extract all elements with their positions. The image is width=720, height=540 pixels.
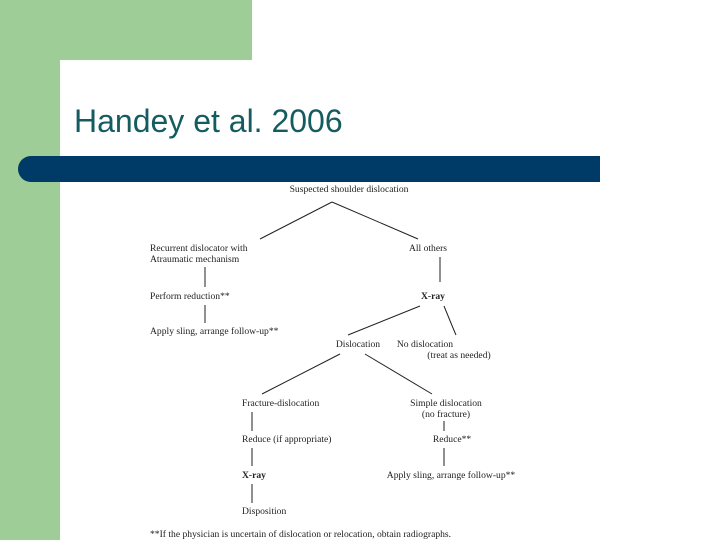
edge-root-right <box>332 202 418 239</box>
edge-xray-to-no-dislocation <box>444 306 456 335</box>
node-no-fracture: (no fracture) <box>421 409 471 420</box>
node-xray-top: X-ray <box>421 291 445 302</box>
node-reduce: Reduce** <box>432 434 472 445</box>
node-apply-sling-right: Apply sling, arrange follow-up** <box>386 470 516 481</box>
node-root: Suspected shoulder dislocation <box>289 184 409 195</box>
node-recurrent-dislocator-line1: Recurrent dislocator with <box>150 243 248 254</box>
node-simple-dislocation: Simple dislocation <box>410 398 482 409</box>
node-apply-sling-left: Apply sling, arrange follow-up** <box>150 326 279 337</box>
edge-xray-to-dislocation <box>348 306 420 335</box>
node-xray-bottom: X-ray <box>242 470 266 481</box>
edge-dislocation-to-fracture <box>262 354 340 394</box>
node-no-dislocation: No dislocation <box>396 339 454 350</box>
node-disposition: Disposition <box>242 506 287 517</box>
node-all-others: All others <box>408 243 448 254</box>
edge-dislocation-to-simple <box>365 354 432 394</box>
edge-root-left <box>260 202 332 239</box>
node-perform-reduction: Perform reduction** <box>150 291 230 302</box>
node-dislocation: Dislocation <box>335 339 381 350</box>
footnote: **If the physician is uncertain of dislocation or relocation, obtain radiographs. <box>150 529 452 540</box>
node-recurrent-dislocator-line2: Atraumatic mechanism <box>150 254 240 265</box>
node-reduce-if-appropriate: Reduce (if appropriate) <box>242 434 332 445</box>
slide-title: Handey et al. 2006 <box>74 103 343 139</box>
node-treat-as-needed: (treat as needed) <box>427 350 491 361</box>
node-fracture-dislocation: Fracture-dislocation <box>242 398 320 409</box>
